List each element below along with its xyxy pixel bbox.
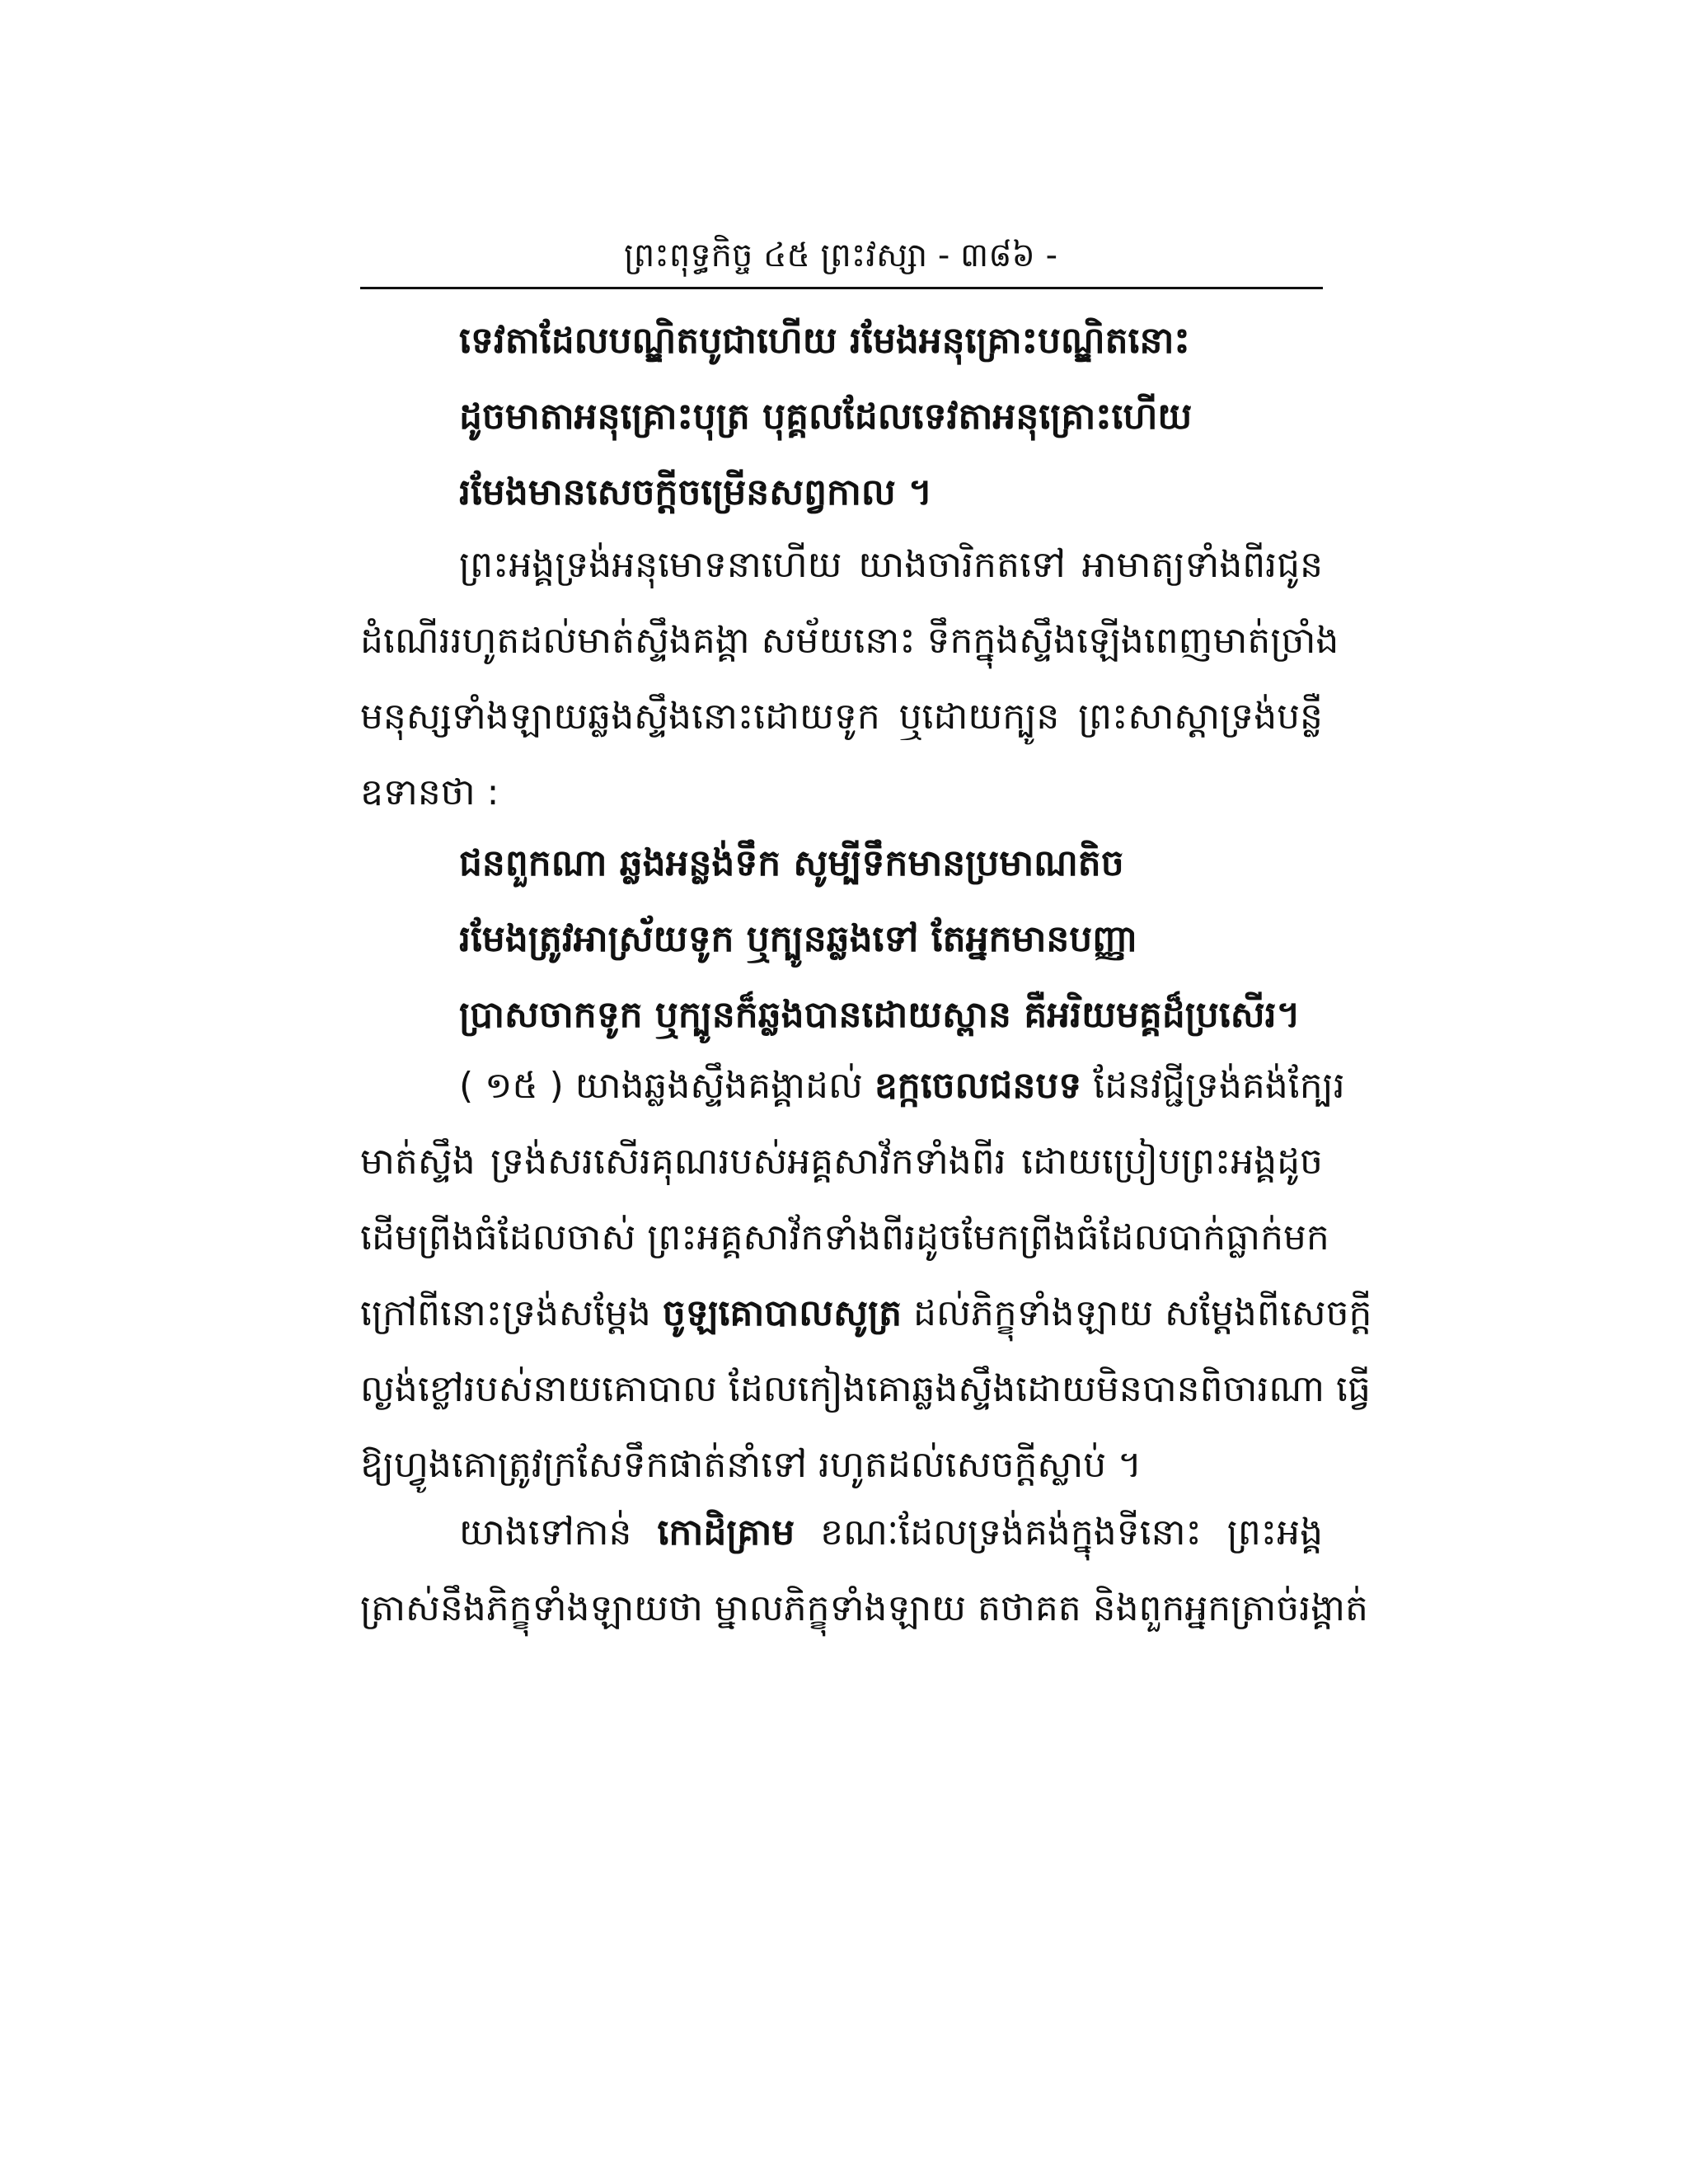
paragraph-line: ដំណើររហូតដល់មាត់ស្ទឹងគង្គា សម័យនោះ ទឹកក្នុងស្ទឹងឡើងពេញមាត់ច្រាំង — [360, 620, 1339, 662]
sutta-name-bold: ចូឡគោបាលសូត្រ — [662, 1292, 903, 1334]
paragraph-line: ដើមព្រីងធំដែលចាស់ ព្រះអគ្គសាវ័កទាំងពីរដូចមែកព្រីងធំដែលបាក់ធ្លាក់មក — [360, 1216, 1329, 1258]
paragraph-1 — [360, 527, 1339, 831]
paragraph-text: យាងទៅកាន់ — [459, 1511, 658, 1554]
verse-block-2 — [360, 826, 1323, 1053]
paragraph-line — [360, 1048, 1345, 1124]
paragraph-line: មនុស្សទាំងឡាយឆ្លងស្ទឹងនោះដោយទូក ឬដោយក្បូន ព្រះសាស្តាទ្រង់បន្លឺ — [360, 696, 1323, 738]
verse-line: ទេវតាដែលបណ្ឌិតបូជាហើយ រមែងអនុគ្រោះបណ្ឌិតនោះ — [459, 320, 1190, 362]
paragraph-line: ឱ្យហ្វូងគោត្រូវក្រសែទឹកផាត់នាំទៅ រហូតដល់សេចក្តីស្លាប់ ។ — [360, 1444, 1142, 1486]
verse-line: រមែងមានសេចក្តីចម្រើនសព្វកាល ។ — [459, 471, 933, 513]
section-number-text: ( ១៥ ) យាងឆ្លងស្ទឹងគង្គាដល់ — [459, 1065, 874, 1107]
paragraph-line: មាត់ស្ទឹង ទ្រង់សរសើរគុណរបស់អគ្គសាវ័កទាំងពីរ ដោយប្រៀបព្រះអង្គដូច — [360, 1141, 1323, 1183]
verse-line: ប្រាសចាកទូក ឬក្បូនក៏ឆ្លងបានដោយស្ពាន គឺអរិយមគ្គដ៏ប្រសើរ។ — [459, 994, 1301, 1036]
paragraph-line: ត្រាស់នឹងភិក្ខុទាំងឡាយថា ម្នាលភិក្ខុទាំងឡាយ តថាគត និងពួកអ្នកត្រាច់រង្គាត់ — [360, 1587, 1368, 1629]
verse-line: ជនពួកណា ឆ្លងអន្លង់ទឹក សូម្បីទឹកមានប្រមាណតិច — [459, 842, 1124, 884]
paragraph-line: ព្រះអង្គទ្រង់អនុមោទនាហើយ យាងចារិកតទៅ អាមាត្យទាំងពីរជូន — [459, 544, 1323, 586]
verse-line: ដូចមាតាអនុគ្រោះបុត្រ បុគ្គលដែលទេវតាអនុគ្រោះហើយ — [459, 396, 1193, 438]
paragraph-3 — [360, 1495, 1368, 1647]
paragraph-text: ក្រៅពីនោះទ្រង់សម្តែង — [360, 1292, 663, 1334]
verse-line: រមែងត្រូវអាស្រ័យទូក ឬក្បូនឆ្លងទៅ តែអ្នកមានបញ្ញា — [459, 918, 1138, 960]
paragraph-text: ខណៈដែលទ្រង់គង់ក្នុងទីនោះ ព្រះអង្គ — [795, 1511, 1323, 1554]
paragraph-text: ដែនវជ្ជីទ្រង់គង់ក្បែរ — [1081, 1065, 1345, 1107]
place-name-bold: ឧក្កចេលជនបទ — [874, 1065, 1082, 1107]
paragraph-line — [360, 1276, 1372, 1352]
paragraph-text: ដល់ភិក្ខុទាំងឡាយ សម្តែងពីសេចក្តី — [902, 1292, 1372, 1334]
place-name-bold: កោដិគ្រាម — [657, 1511, 795, 1554]
paragraph-line: ឧទានថា : — [360, 771, 499, 813]
verse-block-1 — [360, 303, 1323, 531]
header-divider — [360, 287, 1323, 289]
paragraph-line: ល្ងង់ខ្លៅរបស់នាយគោបាល ដែលកៀងគោឆ្លងស្ទឹងដោយមិនបានពិចារណា ធ្វើ — [360, 1368, 1371, 1410]
running-header: ព្រះពុទ្ធកិច្ច ៤៥ ព្រះវស្សា - ៣៨៦ - — [623, 237, 1058, 274]
paragraph-line — [360, 1495, 1323, 1571]
paragraph-2 — [360, 1048, 1372, 1503]
